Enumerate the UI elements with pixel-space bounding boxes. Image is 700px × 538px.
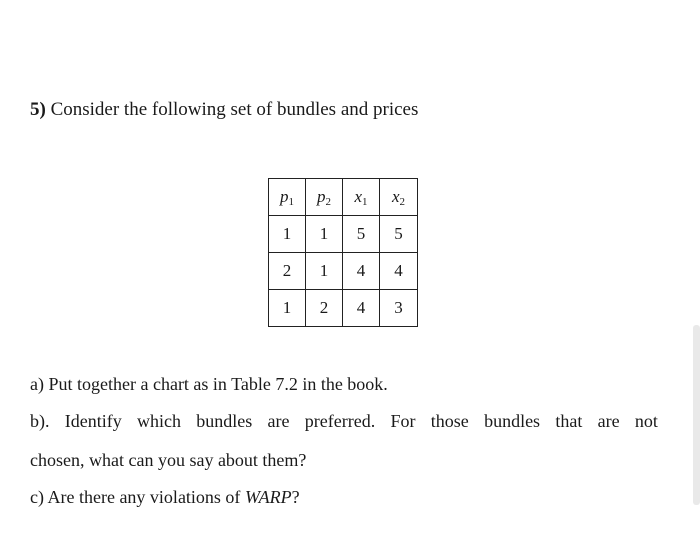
table-cell: 1 [269,290,306,327]
part-b-word: that [555,411,583,431]
bundles-prices-table [268,178,418,327]
part-c-prefix: c) Are there any violations of [30,487,245,507]
part-b-word: bundles [484,411,541,431]
table-cell: 3 [380,290,418,327]
part-a-text: a) Put together a chart as in Table 7.2 in the book. [30,374,388,394]
part-b-word: For [390,411,416,431]
part-c-term: WARP [244,487,292,507]
table-cell: 5 [380,216,418,253]
table-row [269,253,418,290]
question-header [30,99,418,121]
question-text: Consider the following set of bundles and prices [50,99,419,120]
part-b-word: are [597,411,620,431]
part-b-word: those [430,411,469,431]
part-b-word: preferred. [304,411,376,431]
table-cell: 5 [343,216,380,253]
header-p2: $p_2$ [306,179,343,216]
table-cell: 4 [343,253,380,290]
table-cell: 1 [269,216,306,253]
table-cell: 4 [380,253,418,290]
part-c-suffix: ? [291,487,300,507]
table-cell: 4 [343,290,380,327]
part-b-word: bundles [196,411,253,431]
header-p1: $p_1$ [269,179,306,216]
table-row [269,290,418,327]
table-header-row [269,179,418,216]
part-b-word: which [137,411,182,431]
table-cell: 1 [306,253,343,290]
part-b-line2: chosen, what can you say about them? [30,450,307,470]
part-b-word: b). [30,411,50,431]
vertical-scrollbar[interactable] [693,325,700,505]
part-c-text [30,487,300,508]
part-b-word: are [267,411,290,431]
header-x2: $x_2$ [380,179,418,216]
part-b-word: Identify [64,411,122,431]
part-b-line1 [30,411,658,432]
part-b-word: not [634,411,658,431]
table-cell: 2 [306,290,343,327]
header-x1: $x_1$ [343,179,380,216]
table-cell: 2 [269,253,306,290]
question-number: 5) [30,99,46,120]
table-row [269,216,418,253]
table-cell: 1 [306,216,343,253]
